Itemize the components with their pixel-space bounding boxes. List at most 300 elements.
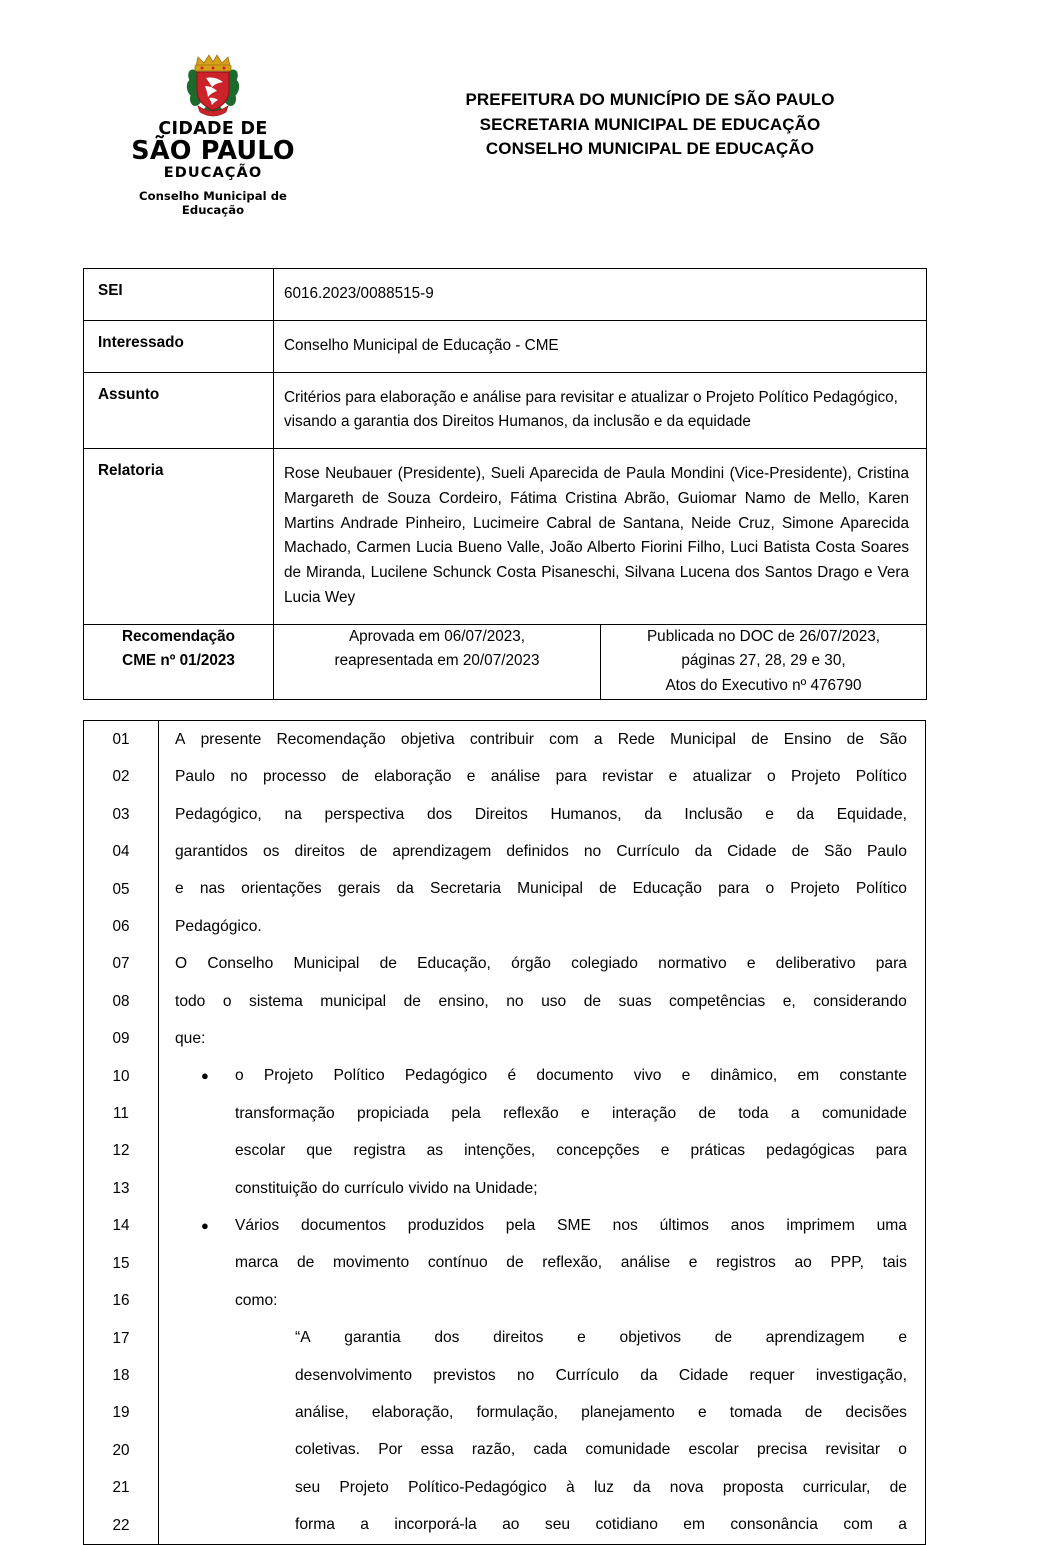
line-word: coletivas. [295, 1441, 361, 1459]
line-text [159, 871, 926, 908]
line-word: tomada [729, 1404, 782, 1422]
sei-value: 6016.2023/0088515-9 [274, 269, 927, 321]
line-word: interação [612, 1104, 677, 1122]
line-text [159, 758, 926, 795]
line-number: 10 [84, 1058, 159, 1095]
paragraph-line [175, 768, 907, 786]
recomendacao-label-line-2: CME nº 01/2023 [122, 652, 235, 670]
line-number: 20 [84, 1432, 159, 1469]
line-word: investigação, [815, 1366, 907, 1384]
line-number: 12 [84, 1132, 159, 1169]
line-word: constituição [235, 1179, 318, 1197]
line-word: decisões [845, 1404, 907, 1422]
line-word: Educação, [417, 955, 491, 973]
line-word: de [403, 992, 421, 1010]
line-text-inner [295, 1441, 907, 1459]
line-word: para [875, 1142, 907, 1160]
recomendacao-publicacao [601, 624, 927, 699]
sei-label: SEI [84, 269, 274, 321]
table-row-recomendacao [84, 624, 927, 699]
line-word: Paulo [175, 768, 215, 786]
line-word: no [583, 842, 602, 860]
bullet-icon: ● [201, 1068, 209, 1084]
line-word: é [507, 1067, 517, 1085]
line-word: revistar [602, 768, 654, 786]
line-word: contribuir [469, 730, 534, 748]
line-word: análise, [295, 1404, 349, 1422]
relatoria-value: Rose Neubauer (Presidente), Sueli Aparecida de Paula Mondini (Vice-Presidente), Cristina Margareth de Souza Cordeiro, Fátima Cristina Abrão, Guiomar Namo de Mello, Karen Martins Andrade Pinheiro, Lucimeire Cabral de Santana, Neide Cruz, Simone Aparecida Machado, Carmen Lucia Bueno Valle, João Alberto Fiorini Filho, Luci Batista Costa Soares de Miranda, Lucilene Schunck Costa Pisaneschi, Silvana Lucena dos Santos Drago e Vera Lucia Wey [274, 449, 927, 625]
line-word: e [660, 1142, 670, 1160]
line-word: SME [557, 1216, 591, 1234]
line-word: formulação, [476, 1404, 559, 1422]
body-line-row [84, 1245, 926, 1282]
line-word: desenvolvimento [295, 1366, 413, 1384]
paragraph-line [175, 993, 907, 1011]
quote-line [175, 1516, 907, 1534]
line-word: marca [235, 1254, 279, 1272]
line-word: Currículo [555, 1366, 619, 1384]
line-word: São [879, 730, 907, 748]
line-text-inner [295, 1479, 907, 1497]
header-title-line-1: PREFEITURA DO MUNICÍPIO DE SÃO PAULO [465, 90, 835, 109]
line-word: aprendizagem [392, 842, 492, 860]
line-word: luz [593, 1478, 614, 1496]
line-word: Político-Pedagógico [408, 1478, 547, 1496]
line-text-inner [295, 1516, 907, 1534]
line-word: nas [199, 880, 225, 898]
continuation-line [175, 1180, 907, 1198]
line-word: Projeto [790, 768, 841, 786]
numbered-body-table [83, 720, 926, 1545]
line-word: contínuo [427, 1254, 488, 1272]
recomendacao-label [84, 624, 274, 699]
line-word: de [698, 1104, 716, 1122]
line-word: atualizar [692, 768, 752, 786]
line-word: da [644, 805, 662, 823]
header-title-block [330, 88, 970, 162]
publicada-line-3: Atos do Executivo nº 476790 [665, 677, 862, 695]
line-text-inner [235, 1292, 907, 1310]
line-word: objetivos [619, 1329, 682, 1347]
paragraph-line [175, 918, 907, 936]
line-word: aprendizagem [765, 1329, 865, 1347]
body-line-row [84, 1282, 926, 1319]
line-word: de [296, 1254, 315, 1272]
logo-line-sao-paulo: SÃO PAULO [131, 136, 295, 167]
line-word: produzidos [407, 1216, 485, 1234]
line-word: Projeto [339, 1478, 389, 1496]
line-word: no [517, 1366, 535, 1384]
relatoria-label: Relatoria [84, 449, 274, 625]
paragraph-line [175, 806, 907, 824]
line-word: com [843, 1516, 873, 1534]
body-line-row [84, 1132, 926, 1169]
document-metadata-table [83, 268, 927, 700]
line-word: e [898, 1329, 907, 1347]
line-word: anos [730, 1216, 765, 1234]
logo-line-educacao: EDUCAÇÃO [163, 165, 263, 182]
line-text [159, 1170, 926, 1207]
line-word: essa [420, 1441, 454, 1459]
line-word: de [804, 1404, 823, 1422]
line-word: os [262, 842, 280, 860]
line-word: Humanos, [550, 805, 622, 823]
line-word: constante [839, 1067, 907, 1085]
line-word: consonância [730, 1516, 818, 1534]
line-word: revisitar [825, 1441, 881, 1459]
line-word: do [322, 1179, 340, 1197]
line-word: o [766, 768, 776, 786]
line-word: e [697, 1404, 707, 1422]
body-line-row [84, 1095, 926, 1132]
line-word: ao [502, 1516, 520, 1534]
line-word: municipal [320, 992, 387, 1010]
line-word: no [506, 992, 524, 1010]
bullet-text [235, 1217, 907, 1235]
line-word: dos [427, 805, 453, 823]
body-line-row [84, 1058, 926, 1095]
line-word: Direitos [474, 805, 528, 823]
publicada-line-2: páginas 27, 28, 29 e 30, [681, 652, 846, 670]
body-line-row [84, 908, 926, 945]
line-word: em [683, 1516, 705, 1534]
line-word: nos [612, 1216, 638, 1234]
table-row-relatoria [84, 449, 927, 625]
body-line-row [84, 945, 926, 982]
line-number: 22 [84, 1507, 159, 1545]
line-word: pedagógicas [766, 1142, 855, 1160]
line-number: 08 [84, 983, 159, 1020]
line-word: propiciada [357, 1104, 429, 1122]
aprovada-line-2: reapresentada em 20/07/2023 [334, 652, 540, 670]
line-word: ensino, [438, 992, 489, 1010]
line-word: competências [668, 992, 766, 1010]
line-word: com [549, 730, 579, 748]
line-word: Conselho [207, 955, 274, 973]
line-word: Pedagógico. [175, 917, 262, 935]
line-word: de [359, 842, 378, 860]
line-number: 13 [84, 1170, 159, 1207]
line-word: a [593, 730, 603, 748]
line-word: de [379, 955, 397, 973]
line-word: movimento [332, 1254, 410, 1272]
line-word: e [175, 880, 184, 898]
line-word: elaboração [374, 768, 452, 786]
line-text [159, 1320, 926, 1357]
line-word: comunidade [821, 1104, 907, 1122]
line-word: Unidade; [475, 1179, 538, 1197]
line-number: 06 [84, 908, 159, 945]
line-word: requer [749, 1366, 795, 1384]
line-text [159, 1469, 926, 1506]
line-word: no [230, 768, 248, 786]
line-word: curricular, [802, 1478, 871, 1496]
line-word: transformação [235, 1104, 335, 1122]
interessado-value: Conselho Municipal de Educação - CME [274, 320, 927, 372]
line-word: normativo [658, 955, 727, 973]
line-word: precisa [756, 1441, 808, 1459]
line-word: Equidade, [836, 805, 907, 823]
body-line-row [84, 983, 926, 1020]
line-word: concepções [556, 1142, 640, 1160]
publicada-line-1: Publicada no DOC de 26/07/2023, [646, 627, 881, 645]
line-word: São [824, 842, 852, 860]
continuation-line [175, 1292, 907, 1310]
continuation-line [175, 1142, 907, 1160]
bullet-line [175, 1067, 907, 1085]
line-word: que [306, 1142, 333, 1160]
line-word: vivo [633, 1067, 662, 1085]
line-word: comunidade [585, 1441, 671, 1459]
line-word: imprimem [786, 1216, 855, 1234]
line-number: 15 [84, 1245, 159, 1282]
line-word: seu [295, 1478, 321, 1496]
line-text [159, 1207, 926, 1244]
line-text [159, 945, 926, 982]
line-word: uso [541, 992, 567, 1010]
quote-line [175, 1329, 907, 1347]
line-word: a [898, 1516, 907, 1534]
logo-line-cidade: CIDADE DE [158, 119, 268, 139]
sme-logo [108, 52, 318, 217]
line-word: nova [669, 1478, 704, 1496]
bullet-icon: ● [201, 1217, 209, 1233]
line-word: órgão [511, 955, 551, 973]
line-word: A [175, 730, 186, 748]
line-word: Projeto [263, 1067, 314, 1085]
line-word: direitos [294, 842, 345, 860]
line-word: Pedagógico, [175, 805, 262, 823]
line-word: vivido [408, 1179, 449, 1197]
line-number: 18 [84, 1357, 159, 1394]
paragraph-line [175, 843, 907, 861]
line-word: uma [876, 1216, 907, 1234]
line-word: Inclusão [684, 805, 743, 823]
recomendacao-aprovacao [274, 624, 601, 699]
body-line-row [84, 721, 926, 759]
line-word: gerais [337, 880, 381, 898]
line-word: Pedagógico [404, 1067, 488, 1085]
line-text [159, 1132, 926, 1169]
line-word: de [846, 730, 864, 748]
line-word: Municipal [517, 880, 584, 898]
body-line-row [84, 833, 926, 870]
line-text-inner [235, 1180, 907, 1198]
line-word: e [746, 955, 756, 973]
header-title-line-3: CONSELHO MUNICIPAL DE EDUCAÇÃO [485, 139, 815, 159]
line-number: 03 [84, 796, 159, 833]
line-text [159, 983, 926, 1020]
line-word: cotidiano [595, 1516, 658, 1534]
line-word: de [714, 1329, 733, 1347]
line-word: Currículo [616, 842, 680, 860]
line-word: definidos [506, 842, 569, 860]
paragraph-line [175, 955, 907, 973]
line-word: da [796, 805, 815, 823]
line-word: escolar [235, 1142, 286, 1160]
line-text [159, 1058, 926, 1095]
body-line-row [84, 1320, 926, 1357]
line-word: análise [490, 768, 541, 786]
document-header [0, 52, 1058, 218]
line-number: 11 [84, 1095, 159, 1132]
line-word: o [765, 880, 775, 898]
line-word: as [426, 1142, 444, 1160]
line-word: cada [533, 1441, 568, 1459]
line-word: reflexão, [542, 1254, 603, 1272]
line-word: proposta [722, 1478, 784, 1496]
line-word: que: [175, 1029, 206, 1047]
line-number: 16 [84, 1282, 159, 1319]
header-title-line-2: SECRETARIA MUNICIPAL DE EDUCAÇÃO [479, 114, 821, 134]
line-word: e [688, 1254, 698, 1272]
line-word: objetiva [400, 730, 455, 748]
line-number: 02 [84, 758, 159, 795]
line-number: 07 [84, 945, 159, 982]
line-number: 05 [84, 871, 159, 908]
line-word: orientações [241, 880, 322, 898]
quote-line [175, 1404, 907, 1422]
table-row-assunto [84, 372, 927, 449]
body-line-row [84, 1469, 926, 1506]
line-text [159, 833, 926, 870]
body-line-row [84, 1507, 926, 1545]
line-number: 17 [84, 1320, 159, 1357]
line-word: pela [505, 1216, 536, 1234]
line-word: direitos [493, 1329, 544, 1347]
line-word: dos [434, 1329, 460, 1347]
city-crest-icon [182, 52, 244, 118]
line-word: processo [262, 768, 327, 786]
line-word: Recomendação [276, 730, 386, 748]
line-word: da [640, 1366, 658, 1384]
line-word: da [694, 842, 713, 860]
line-word: de [583, 992, 602, 1010]
line-word: Paulo [867, 842, 907, 860]
line-word: e [668, 768, 678, 786]
line-word: escolar [688, 1441, 739, 1459]
line-word: em [797, 1067, 820, 1085]
line-word: a [790, 1104, 800, 1122]
line-word: de [506, 1254, 524, 1272]
line-text [159, 1095, 926, 1132]
line-word: ao [794, 1254, 812, 1272]
line-word: Secretaria [429, 880, 502, 898]
line-word: registros [716, 1254, 776, 1272]
assunto-label: Assunto [84, 372, 274, 449]
line-word: Político [333, 1067, 385, 1085]
aprovada-line-1: Aprovada em 06/07/2023, [348, 627, 526, 645]
line-word: considerando [813, 992, 907, 1010]
line-word: dinâmico, [710, 1067, 778, 1085]
line-word: para [875, 955, 907, 973]
line-number: 14 [84, 1207, 159, 1244]
line-word: pela [451, 1104, 481, 1122]
line-word: o [235, 1067, 244, 1085]
line-word: registra [353, 1142, 406, 1160]
line-text-inner [235, 1142, 907, 1160]
interessado-label: Interessado [84, 320, 274, 372]
line-word: garantidos [175, 842, 248, 860]
line-word: Educação [632, 880, 702, 898]
line-word: de [791, 842, 810, 860]
line-word: o [898, 1441, 907, 1459]
line-word: reflexão [503, 1104, 559, 1122]
line-word: tais [882, 1254, 907, 1272]
line-word: Cidade [678, 1366, 729, 1384]
line-text [159, 1282, 926, 1319]
line-word: de [341, 768, 359, 786]
bullet-line [175, 1217, 907, 1235]
body-line-row [84, 871, 926, 908]
quote-line [175, 1367, 907, 1385]
line-word: deliberativo [775, 955, 856, 973]
line-word: na [453, 1179, 471, 1197]
line-word: de [751, 730, 769, 748]
line-word: Rede [617, 730, 655, 748]
line-number: 19 [84, 1394, 159, 1431]
line-text-inner [295, 1329, 907, 1347]
line-text [159, 908, 926, 945]
table-row-interessado [84, 320, 927, 372]
line-text-inner [235, 1254, 907, 1272]
continuation-line [175, 1254, 907, 1272]
line-word: Político [855, 880, 907, 898]
recomendacao-label-line-1: Recomendação [121, 627, 236, 645]
line-word: previstos [433, 1366, 496, 1384]
line-number: 21 [84, 1469, 159, 1506]
line-word: Municipal [293, 955, 360, 973]
line-word: suas [618, 992, 652, 1010]
line-word: e [580, 1104, 590, 1122]
line-word: e [577, 1329, 586, 1347]
body-line-row [84, 1020, 926, 1057]
continuation-line [175, 1105, 907, 1123]
bullet-text [235, 1067, 907, 1085]
line-word: Político [855, 768, 907, 786]
line-word: para [555, 768, 587, 786]
line-word: razão, [471, 1441, 516, 1459]
line-word: Cidade [727, 842, 777, 860]
line-word: documentos [300, 1216, 386, 1234]
line-word: garantia [344, 1329, 401, 1347]
line-number: 04 [84, 833, 159, 870]
body-line-row [84, 1357, 926, 1394]
line-word: toda [738, 1104, 769, 1122]
line-word: “A [295, 1329, 311, 1347]
body-line-row [84, 758, 926, 795]
body-line-row [84, 1394, 926, 1431]
line-word: da [633, 1478, 651, 1496]
line-text [159, 796, 926, 833]
line-word: PPP, [830, 1254, 864, 1272]
line-word: à [566, 1478, 575, 1496]
line-word: Projeto [790, 880, 840, 898]
line-word: Por [378, 1441, 403, 1459]
line-word: colegiado [571, 955, 638, 973]
body-line-row [84, 1170, 926, 1207]
line-word: na [284, 805, 302, 823]
body-line-row [84, 796, 926, 833]
line-word: para [718, 880, 750, 898]
line-word: O [175, 955, 188, 973]
line-text [159, 721, 926, 759]
line-text [159, 1020, 926, 1057]
line-word: e [765, 805, 774, 823]
line-word: documento [536, 1067, 614, 1085]
line-word: Ensino [783, 730, 832, 748]
line-text-inner [235, 1105, 907, 1123]
